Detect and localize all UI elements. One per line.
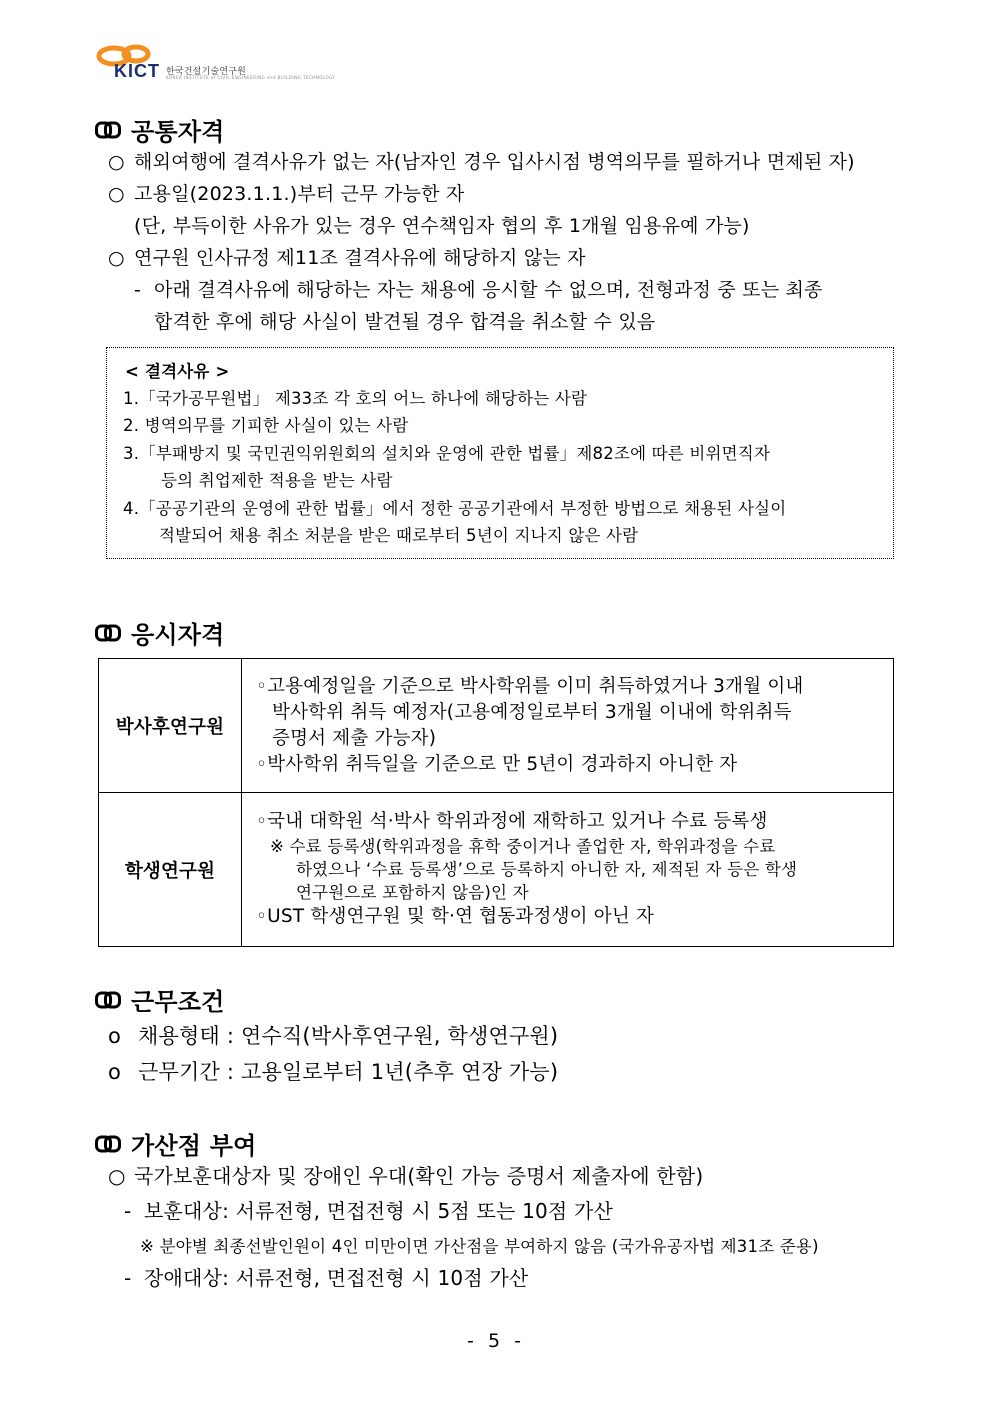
bullet-ring: o <box>108 1024 122 1048</box>
box-line-2: 2. 병역의무를 기피한 사실이 있는 사람 <box>123 416 409 435</box>
bonus-sub-2: - 장애대상: 서류전형, 면접전형 시 10점 가산 <box>124 1266 529 1290</box>
link-icon <box>95 1135 121 1153</box>
logo-text: KICT <box>114 61 160 81</box>
section-common-heading <box>95 112 225 147</box>
section-conditions-title: 근무조건 <box>131 988 225 1016</box>
row-label-student: 학생연구원 <box>99 793 242 947</box>
section-bonus-title: 가산점 부여 <box>131 1132 257 1160</box>
bullet-circle: ○ <box>108 1164 126 1188</box>
link-icon <box>95 991 121 1009</box>
common-subitem-cont: 합격한 후에 해당 사실이 발견될 경우 합격을 취소할 수 있음 <box>154 311 656 333</box>
row-label-postdoc: 박사후연구원 <box>99 659 242 793</box>
bullet-circle: ○ <box>108 151 125 173</box>
table-row <box>99 659 894 793</box>
section-eligibility-title: 응시자격 <box>131 621 225 649</box>
row-content-student: ◦국내 대학원 석·박사 학위과정에 재학하고 있거나 수료 등록생 ※ 수료 등록생(학위과정을 휴학 중이거나 졸업한 자, 학위과정을 수료 하였으나 ‘수료 등록생’으로 등록하지 아니한 자, 제적된 자 등은 학생 연구원으로 포함하지 않음)인 자 ◦UST 학생연구원 및 학·연 협동과정생이 아닌 자 <box>242 793 894 947</box>
box-line-4: 4.「공공기관의 운영에 관한 법률」에서 정한 공공기관에서 부정한 방법으로 채용된 사실이 <box>123 499 787 518</box>
logo-korean: 한국건설기술연구원 <box>166 67 247 77</box>
common-subitem: - 아래 결격사유에 해당하는 자는 채용에 응시할 수 없으며, 전형과정 중 또는 최종 <box>134 279 823 301</box>
box-line-1: 1.「국가공무원법」 제33조 각 호의 어느 하나에 해당하는 사람 <box>123 389 588 408</box>
section-bonus-heading <box>95 1126 256 1161</box>
bullet-circle: ○ <box>108 247 125 269</box>
disqualification-box <box>106 347 894 559</box>
box-heading: < 결격사유 > <box>125 362 230 381</box>
bonus-note: ※ 분야별 최종선발인원이 4인 미만이면 가산점을 부여하지 않음 (국가유공자법 제31조 준용) <box>140 1237 819 1256</box>
bonus-sub-1: - 보훈대상: 서류전형, 면접전형 시 5점 또는 10점 가산 <box>124 1199 614 1223</box>
table-row <box>99 793 894 947</box>
kict-logo <box>96 44 336 84</box>
section-eligibility-heading <box>95 615 225 650</box>
common-item-2-note: (단, 부득이한 사유가 있는 경우 연수책임자 협의 후 1개월 임용유예 가능) <box>134 215 750 237</box>
box-line-3: 3.「부패방지 및 국민권익위원회의 설치와 운영에 관한 법률」제82조에 따른 비위면직자 <box>123 444 771 463</box>
conditions-item-1: o 채용형태 : 연수직(박사후연구원, 학생연구원) <box>108 1024 559 1048</box>
conditions-item-2: o 근무기간 : 고용일로부터 1년(추후 연장 가능) <box>108 1060 559 1084</box>
box-line-3-cont: 등의 취업제한 적용을 받는 사람 <box>161 471 393 490</box>
bullet-dash: - <box>134 279 142 301</box>
link-icon <box>95 121 121 139</box>
row-content-postdoc: ◦고용예정일을 기준으로 박사학위를 이미 취득하였거나 3개월 이내 박사학위 취득 예정자(고용예정일로부터 3개월 이내에 학위취득 증명서 제출 가능자) ◦박사학위 취득일을 기준으로 만 5년이 경과하지 아니한 자 <box>242 659 894 793</box>
bullet-ring: o <box>108 1060 122 1084</box>
bullet-circle: ○ <box>108 183 125 205</box>
common-item-1: ○ 해외여행에 결격사유가 없는 자(남자인 경우 입사시점 병역의무를 필하거나 면제된 자) <box>108 151 855 173</box>
bullet-dash: - <box>124 1266 132 1290</box>
link-icon <box>95 624 121 642</box>
eligibility-table <box>98 658 894 947</box>
page-number: - 5 - <box>467 1330 525 1352</box>
common-item-3: ○ 연구원 인사규정 제11조 결격사유에 해당하지 않는 자 <box>108 247 586 269</box>
section-common-title: 공통자격 <box>131 118 225 146</box>
bonus-item: ○ 국가보훈대상자 및 장애인 우대(확인 가능 증명서 제출자에 한함) <box>108 1164 704 1188</box>
common-item-2: ○ 고용일(2023.1.1.)부터 근무 가능한 자 <box>108 183 465 205</box>
bullet-dash: - <box>124 1199 132 1223</box>
logo-subtitle: KOREA INSTITUTE of CIVIL ENGINEERING and BUILDING TECHNOLOGY <box>166 75 336 80</box>
section-conditions-heading <box>95 982 225 1017</box>
box-line-4-cont: 적발되어 채용 취소 처분을 받은 때로부터 5년이 지나지 않은 사람 <box>159 526 639 545</box>
